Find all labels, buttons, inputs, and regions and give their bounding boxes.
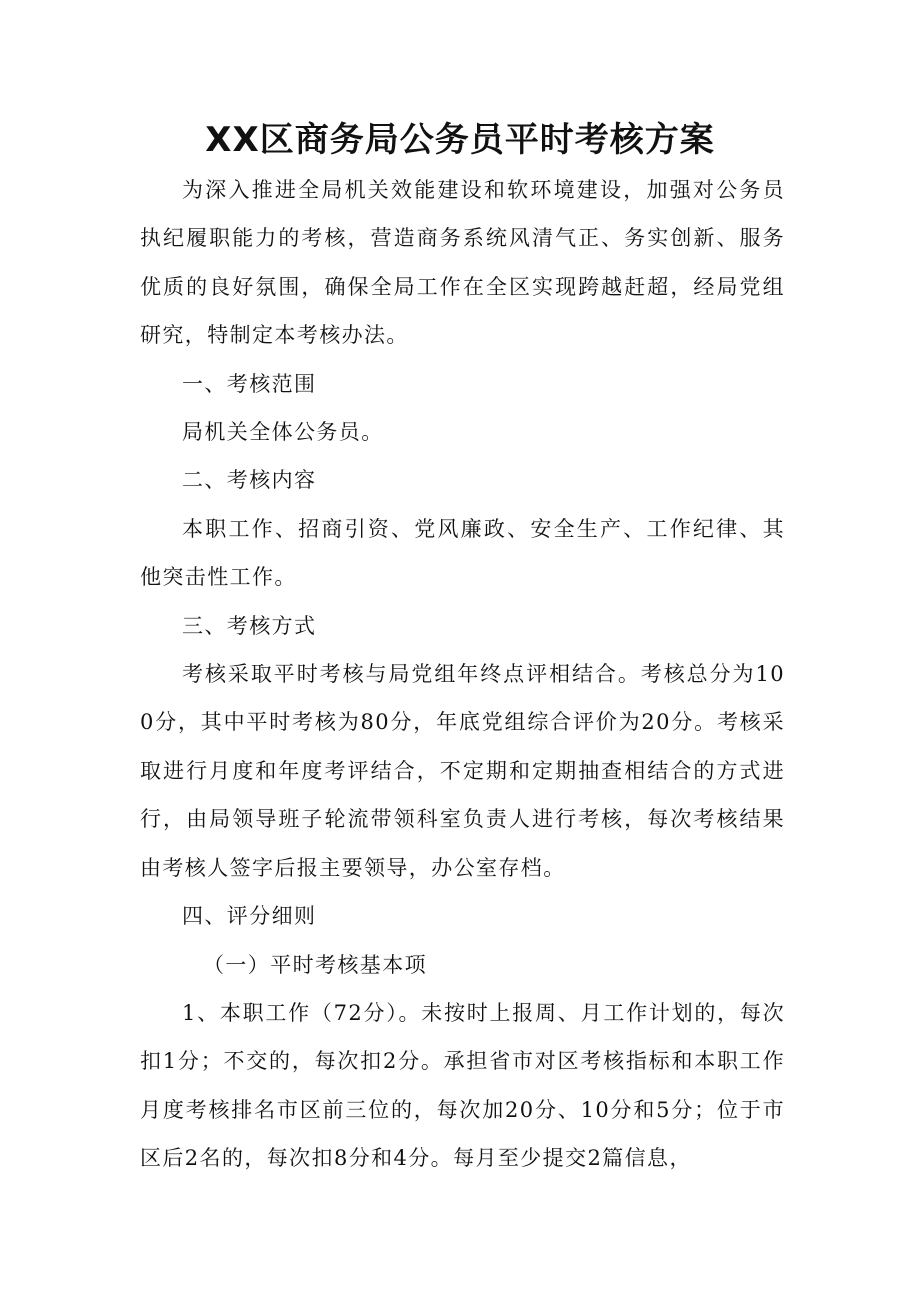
duty-work-paragraph: 1、本职工作（72分）。未按时上报周、月工作计划的，每次扣1分；不交的，每次扣2分。承担省市对区考核指标和本职工作月度考核排名市区前三位的，每次加20分、10分和5分；位于市区后2名的，每次扣8分和4分。每月至少提交2篇信息， xyxy=(140,1000,785,1171)
document-title: XX区商务局公务员平时考核方案 xyxy=(205,120,715,160)
method-paragraph: 考核采取平时考核与局党组年终点评相结合。考核总分为100分，其中平时考核为80分，年底党组综合评价为20分。考核采取进行月度和年度考评结合，不定期和定期抽查相结合的方式进行，由局领导班子轮流带领科室负责人进行考核，每次考核结果由考核人签字后报主要领导，办公室存档。 xyxy=(140,662,785,880)
scope-paragraph: 局机关全体公务员。 xyxy=(182,420,384,445)
section-heading-scoring: 四、评分细则 xyxy=(182,904,317,929)
intro-paragraph: 为深入推进全局机关效能建设和软环境建设，加强对公务员执纪履职能力的考核，营造商务系统风清气正、务实创新、服务优质的良好氛围，确保全局工作在全区实现跨越赶超，经局党组研究，特制定本考核办法。 xyxy=(140,178,785,348)
section-heading-method: 三、考核方式 xyxy=(182,613,317,638)
section-heading-content: 二、考核内容 xyxy=(182,468,317,493)
content-paragraph: 本职工作、招商引资、党风廉政、安全生产、工作纪律、其他突击性工作。 xyxy=(140,516,785,590)
section-heading-scope: 一、考核范围 xyxy=(182,371,317,396)
subsection-heading-basic-items: （一）平时考核基本项 xyxy=(203,952,427,977)
document-body xyxy=(140,166,785,1183)
